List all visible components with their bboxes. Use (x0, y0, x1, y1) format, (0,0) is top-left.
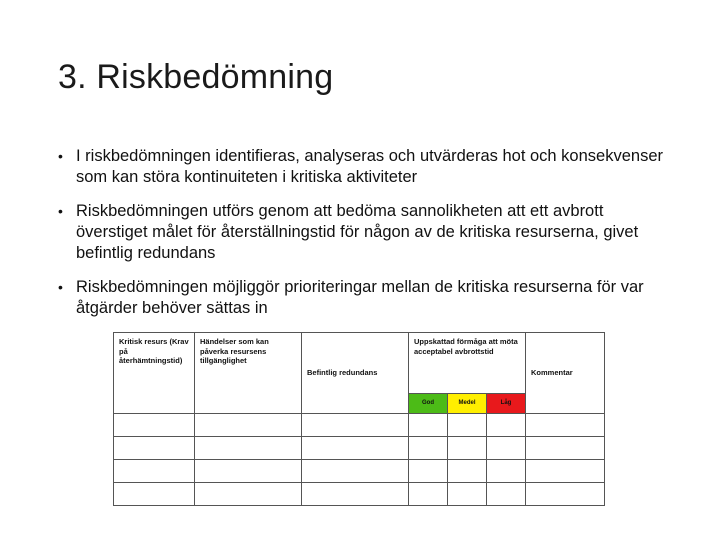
header-critical-resource: Kritisk resurs (Krav på återhämtningstid) (114, 333, 195, 414)
header-capability: Uppskattad förmåga att möta acceptabel avbrottstid (409, 333, 526, 394)
bullet-item (58, 277, 668, 319)
bullet-list (58, 146, 668, 332)
table-cell (302, 437, 409, 460)
table-cell (448, 460, 487, 483)
table-row (114, 437, 605, 460)
rating-low: Låg (487, 394, 526, 414)
table-cell (448, 437, 487, 460)
table-cell (487, 414, 526, 437)
rating-good: God (409, 394, 448, 414)
bullet-icon: • (58, 148, 63, 164)
table-cell (526, 437, 605, 460)
table-cell (487, 483, 526, 506)
table-cell (487, 437, 526, 460)
table-cell (195, 437, 302, 460)
table-cell (409, 414, 448, 437)
table-cell (409, 483, 448, 506)
table-cell (195, 414, 302, 437)
table-cell (114, 437, 195, 460)
table-row (114, 483, 605, 506)
bullet-item (58, 201, 668, 264)
table-cell (302, 460, 409, 483)
table-header-row (114, 333, 605, 394)
table-cell (526, 483, 605, 506)
bullet-text: Riskbedömningen utförs genom att bedöma sannolikheten att ett avbrott överstiget målet för återställningstid för någon av de kritiska resurserna, givet befintlig redundans (76, 202, 639, 262)
table-cell (114, 483, 195, 506)
bullet-item (58, 146, 668, 188)
header-redundancy: Befintlig redundans (302, 333, 409, 414)
table-cell (526, 414, 605, 437)
table-cell (526, 460, 605, 483)
table-cell (195, 460, 302, 483)
table-cell (448, 414, 487, 437)
table-row (114, 460, 605, 483)
risk-assessment-table (113, 332, 605, 506)
bullet-text: I riskbedömningen identifieras, analyseras och utvärderas hot och konsekvenser som kan störa kontinuiteten i kritiska aktiviteter (76, 147, 663, 186)
table-cell (302, 414, 409, 437)
header-events: Händelser som kan påverka resursens tillgänglighet (195, 333, 302, 414)
table-cell (114, 414, 195, 437)
table-cell (487, 460, 526, 483)
table-row (114, 414, 605, 437)
table-cell (114, 460, 195, 483)
table-cell (409, 437, 448, 460)
bullet-icon: • (58, 203, 63, 219)
table-cell (448, 483, 487, 506)
slide-title: 3. Riskbedömning (58, 58, 334, 96)
rating-medium: Medel (448, 394, 487, 414)
bullet-text: Riskbedömningen möjliggör prioriteringar mellan de kritiska resurserna för var åtgärder behöver sättas in (76, 278, 644, 317)
table-cell (409, 460, 448, 483)
header-comment: Kommentar (526, 333, 605, 414)
bullet-icon: • (58, 279, 63, 295)
table-cell (302, 483, 409, 506)
table-cell (195, 483, 302, 506)
